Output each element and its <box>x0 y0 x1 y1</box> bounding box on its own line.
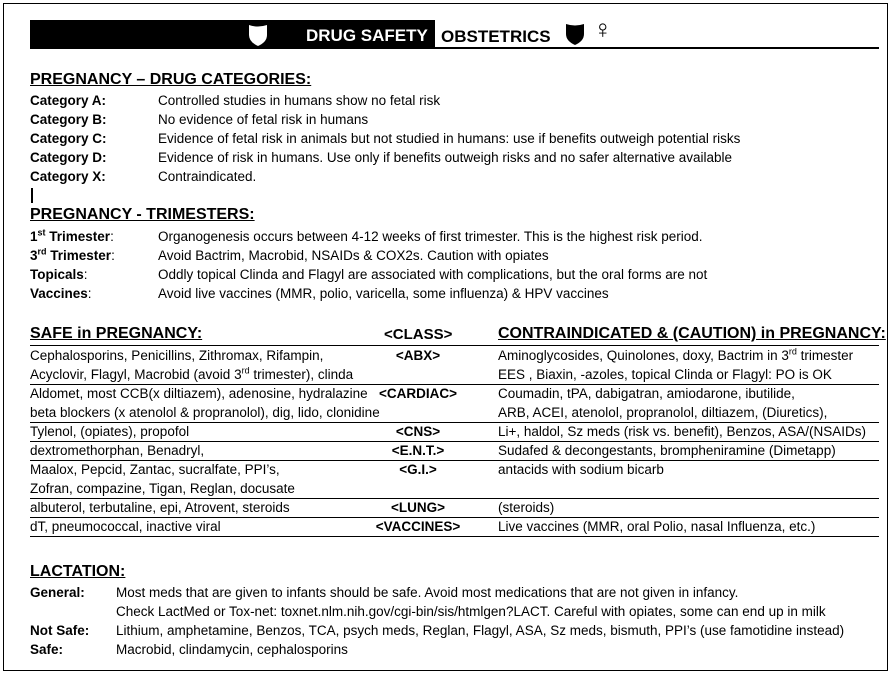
lactation-label: Not Safe: <box>30 623 90 638</box>
lactation-text: Macrobid, clindamycin, cephalosporins <box>116 642 348 657</box>
category-text: Contraindicated. <box>158 169 257 184</box>
trimester-label: Vaccines: <box>30 286 92 301</box>
shield-icon <box>247 23 269 47</box>
divider <box>30 517 879 518</box>
drug-class: <CNS> <box>395 424 441 439</box>
safe-drugs: Maalox, Pepcid, Zantac, sucralfate, PPI’s, <box>30 462 280 477</box>
contraindicated-drugs: Sudafed & decongestants, brompheniramine (Dimetapp) <box>498 443 836 458</box>
divider <box>30 384 879 385</box>
trimester-label: 1st Trimester: <box>30 227 114 244</box>
lactation-text: Lithium, amphetamine, Benzos, TCA, psych meds, Reglan, Flagyl, ASA, Sz meds, bismuth, PPI’s (use famotidine instead) <box>116 623 845 638</box>
drug-class: <LUNG> <box>390 500 445 515</box>
safe-drugs: dextromethorphan, Benadryl, <box>30 443 205 458</box>
contraindicated-drugs: (steroids) <box>498 500 555 515</box>
divider <box>30 460 879 461</box>
category-text: Evidence of fetal risk in animals but not studied in humans: use if benefits outweigh potential risks <box>158 131 741 146</box>
divider <box>30 441 879 442</box>
safe-drugs: albuterol, terbutaline, epi, Atrovent, steroids <box>30 500 290 515</box>
drug-class: <VACCINES> <box>375 519 461 534</box>
contraindicated-drugs: EES , Biaxin, -azoles, topical Clinda or Flagyl: PO is OK <box>498 367 832 382</box>
category-text: Controlled studies in humans show no fetal risk <box>158 93 441 108</box>
column-heading-class: <CLASS> <box>384 326 453 343</box>
contraindicated-drugs: Aminoglycosides, Quinolones, doxy, Bactrim in 3rd trimester <box>498 346 854 363</box>
trimester-label: Topicals: <box>30 267 88 282</box>
trimester-text: Avoid Bactrim, Macrobid, NSAIDs & COX2s. Caution with opiates <box>158 248 549 263</box>
trimester-text: Oddly topical Clinda and Flagyl are associated with complications, but the oral forms are not <box>158 267 708 282</box>
contraindicated-drugs: antacids with sodium bicarb <box>498 462 664 477</box>
text-cursor <box>31 188 33 203</box>
shield-icon <box>564 22 586 46</box>
drug-class: <CARDIAC> <box>378 386 457 401</box>
category-text: Evidence of risk in humans. Use only if benefits outweigh risks and no safer alternative available <box>158 150 733 165</box>
column-heading-contraindicated: CONTRAINDICATED & (CAUTION) in PREGNANCY: <box>498 325 886 342</box>
trimester-text: Avoid live vaccines (MMR, polio, varicella, some influenza) & HPV vaccines <box>158 286 609 301</box>
lactation-label: Safe: <box>30 642 64 657</box>
safe-drugs: Cephalosporins, Penicillins, Zithromax, Rifampin, <box>30 348 324 363</box>
safe-drugs: beta blockers (x atenolol & propranolol), dig, lido, clonidine <box>30 405 380 420</box>
safe-drugs: Tylenol, (opiates), propofol <box>30 424 190 439</box>
section-heading-lactation: LACTATION: <box>30 563 126 580</box>
divider <box>30 345 879 346</box>
divider <box>30 422 879 423</box>
lactation-label: General: <box>30 585 85 600</box>
category-label: Category X: <box>30 169 106 184</box>
contraindicated-drugs: ARB, ACEI, atenolol, propranolol, diltiazem, (Diuretics), <box>498 405 828 420</box>
female-symbol-icon: ♀ <box>593 14 613 44</box>
safe-drugs: Aldomet, most CCB(x diltiazem), adenosine, hydralazine <box>30 386 368 401</box>
section-heading-trimesters: PREGNANCY - TRIMESTERS: <box>30 206 255 223</box>
category-label: Category B: <box>30 112 107 127</box>
title-underline <box>435 47 879 49</box>
category-text: No evidence of fetal risk in humans <box>158 112 369 127</box>
column-heading-safe: SAFE in PREGNANCY: <box>30 325 203 342</box>
category-label: Category A: <box>30 93 107 108</box>
safe-drugs: dT, pneumococcal, inactive viral <box>30 519 221 534</box>
title-drug-safety: DRUG SAFETY <box>306 26 428 45</box>
trimester-label: 3rd Trimester: <box>30 246 115 263</box>
drug-class: <ABX> <box>395 348 441 363</box>
drug-class: <E.N.T.> <box>391 443 445 458</box>
safe-drugs: Acyclovir, Flagyl, Macrobid (avoid 3rd trimester), clinda <box>30 365 354 382</box>
divider <box>30 536 879 537</box>
category-label: Category C: <box>30 131 107 146</box>
contraindicated-drugs: Coumadin, tPA, dabigatran, amiodarone, ibutilide, <box>498 386 795 401</box>
section-heading-categories: PREGNANCY – DRUG CATEGORIES: <box>30 71 312 88</box>
category-label: Category D: <box>30 150 107 165</box>
lactation-text: Check LactMed or Tox-net: toxnet.nlm.nih.gov/cgi-bin/sis/htmlgen?LACT. Careful with opiates, some can end up in milk <box>116 604 826 619</box>
safe-drugs: Zofran, compazine, Tigan, Reglan, docusate <box>30 481 295 496</box>
drug-class: <G.I.> <box>399 462 437 477</box>
contraindicated-drugs: Live vaccines (MMR, oral Polio, nasal Influenza, etc.) <box>498 519 816 534</box>
trimester-text: Organogenesis occurs between 4-12 weeks of first trimester. This is the highest risk period. <box>158 229 703 244</box>
divider <box>30 498 879 499</box>
title-obstetrics: OBSTETRICS <box>441 27 551 46</box>
lactation-text: Most meds that are given to infants should be safe. Avoid most medications that are not given in infancy. <box>116 585 739 600</box>
contraindicated-drugs: Li+, haldol, Sz meds (risk vs. benefit), Benzos, ASA/(NSAIDs) <box>498 424 867 439</box>
